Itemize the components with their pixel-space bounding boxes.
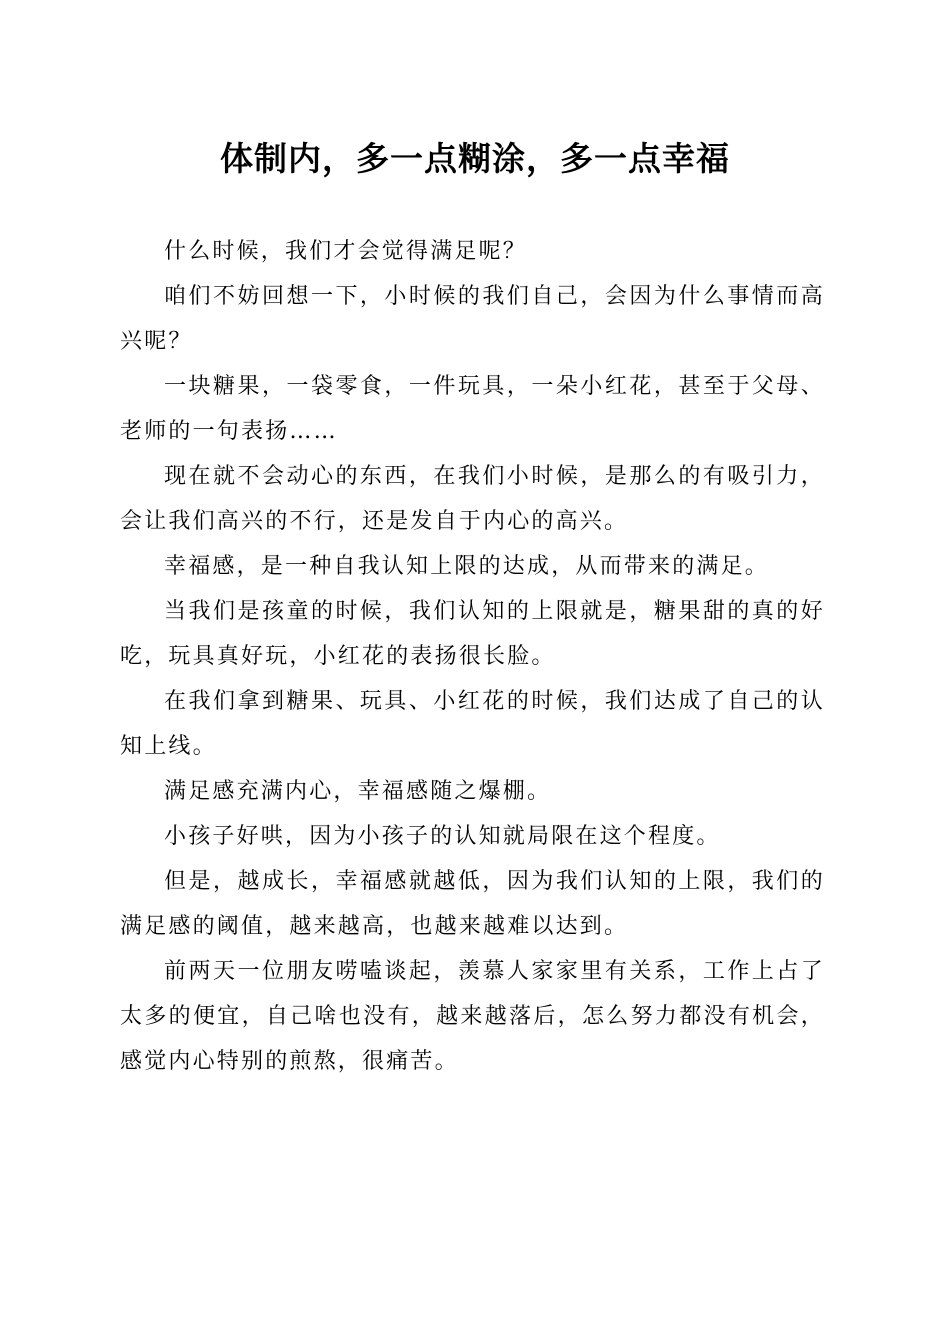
- paragraph: 但是，越成长，幸福感就越低，因为我们认知的上限，我们的满足感的阈值，越来越高，也越来越难以达到。: [120, 869, 825, 939]
- document-title: 体制内，多一点糊涂，多一点幸福: [220, 139, 730, 178]
- paragraph: 一块糖果，一袋零食，一件玩具，一朵小红花，甚至于父母、老师的一句表扬……: [120, 374, 825, 444]
- paragraph: 幸福感，是一种自我认知上限的达成，从而带来的满足。: [164, 554, 770, 579]
- paragraph: 前两天一位朋友唠嗑谈起，羡慕人家家里有关系，工作上占了太多的便宜，自己啥也没有，越来越落后，怎么努力都没有机会，感觉内心特别的煎熬，很痛苦。: [120, 959, 825, 1074]
- paragraph: 满足感充满内心，幸福感随之爆棚。: [164, 779, 552, 804]
- paragraph: 当我们是孩童的时候，我们认知的上限就是，糖果甜的真的好吃，玩具真好玩，小红花的表扬很长脸。: [120, 599, 825, 669]
- paragraph: 现在就不会动心的东西，在我们小时候，是那么的有吸引力，会让我们高兴的不行，还是发自于内心的高兴。: [120, 464, 825, 534]
- paragraph: 咱们不妨回想一下，小时候的我们自己，会因为什么事情而高兴呢？: [120, 284, 825, 354]
- paragraph: 小孩子好哄，因为小孩子的认知就局限在这个程度。: [164, 824, 721, 849]
- paragraph: 在我们拿到糖果、玩具、小红花的时候，我们达成了自己的认知上线。: [120, 689, 825, 759]
- document-body: [120, 229, 825, 1084]
- paragraph: 什么时候，我们才会觉得满足呢？: [164, 239, 528, 264]
